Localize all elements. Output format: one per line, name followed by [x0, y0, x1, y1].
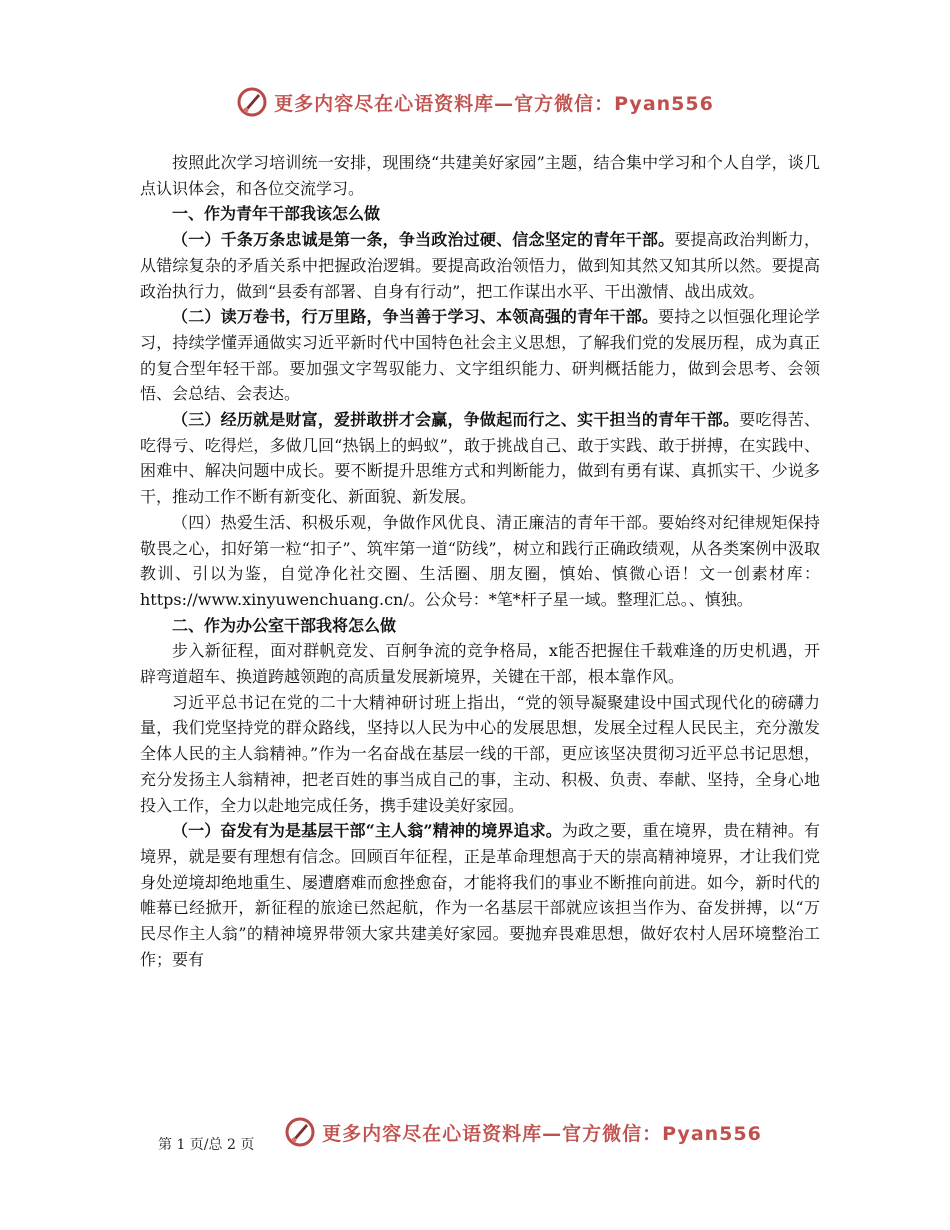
page-number: 第 1 页/总 2 页	[158, 1137, 255, 1153]
brush-logo-icon	[236, 86, 268, 118]
paragraph-1-3-lead: （三）经历就是财富，爱拼敢拼才会赢，争做起而行之、实干担当的青年干部。	[172, 410, 740, 430]
paragraph-1-3	[140, 407, 820, 510]
paragraph-1-1	[140, 227, 820, 304]
paragraph-1-2-text: 要持之以恒强化理论学习，持续学懂弄通做实习近平新时代中国特色社会主义思想，了解我们党的发展历程，成为真正的复合型年轻干部。要加强文字驾驭能力、文字组织能力、研判概括能力，做到会思考、会领悟、会总结、会表达。	[140, 307, 820, 404]
paragraph-2-quote: 习近平总书记在党的二十大精神研讨班上指出，“党的领导凝聚建设中国式现代化的磅礴力量，我们党坚持党的群众路线，坚持以人民为中心的发展思想，发展全过程人民民主，充分激发全体人民的主人翁精神。”作为一名奋战在基层一线的干部，更应该坚决贯彻习近平总书记思想，充分发扬主人翁精神，把老百姓的事当成自己的事，主动、积极、负责、奉献、坚持，全身心地投入工作，全力以赴地完成任务，携手建设美好家园。	[140, 692, 820, 815]
paragraph-1-2	[140, 304, 820, 407]
paragraph-2-1-text: 为政之要，重在境界，贵在精神。有境界，就是要有理想有信念。回顾百年征程，正是革命理想高于天的崇高精神境界，才让我们党身处逆境却绝地重生、屡遭磨难而愈挫愈奋，才能将我们的事业不断推向前进。如今，新时代的帷幕已经掀开，新征程的旅途已然起航，作为一名基层干部就应该担当作为、奋发拼搏，以“万民尽作主人翁”的精神境界带领大家共建美好家园。要抛弃畏难思想，做好农村人居环境整治工作；要有	[140, 821, 820, 969]
paragraph-1-3-text: 要吃得苦、吃得亏、吃得烂，多做几回“热锅上的蚂蚁”，敢于挑战自己、敢于实践、敢于拼搏，在实践中、困难中、解决问题中成长。要不断提升思维方式和判断能力，做到有勇有谋、真抓实干、少说多干，推动工作不断有新变化、新面貌、新发展。	[140, 410, 820, 507]
section-heading-1: 一、作为青年干部我该怎么做	[172, 204, 381, 224]
section-heading-2: 二、作为办公室干部我将怎么做	[172, 615, 397, 635]
paragraph-1-1-text: 要提高政治判断力，从错综复杂的矛盾关系中把握政治逻辑。要提高政治领悟力，做到知其然又知其所以然。要提高政治执行力，做到“县委有部署、自身有行动”，把工作谋出水平、干出激情、战出成效。	[140, 230, 820, 301]
paragraph-1-4: （四）热爱生活、积极乐观，争做作风优良、清正廉洁的青年干部。要始终对纪律规矩保持敬畏之心，扣好第一粒“扣子”、筑牢第一道“防线”，树立和践行正确政绩观，从各类案例中汲取教训、引以为鉴，自觉净化社交圈、生活圈、朋友圈，慎始、慎微心语！文一创素材库：https://www.xinyuwenchuang.cn/。公众号：*笔*杆子星一域。整理汇总。、慎独。	[140, 512, 820, 609]
paragraph-1-2-lead: （二）读万卷书，行万里路，争当善于学习、本领高强的青年干部。	[172, 307, 659, 327]
paragraph-2-intro: 步入新征程，面对群帆竞发、百舸争流的竞争格局，x能否把握住千载难逢的历史机遇，开辟弯道超车、换道跨越领跑的高质量发展新境界，关键在干部，根本靠作风。	[140, 641, 820, 687]
paragraph-1-1-lead: （一）千条万条忠诚是第一条，争当政治过硬、信念坚定的青年干部。	[172, 230, 675, 250]
header-banner	[0, 86, 950, 122]
brush-logo-icon	[284, 1116, 316, 1148]
paragraph-2-1-lead: （一）奋发有为是基层干部“主人翁”精神的境界追求。	[172, 821, 562, 841]
paragraph-2-1	[140, 818, 820, 972]
document-body	[140, 150, 820, 973]
header-banner-text: 更多内容尽在心语资料库—官方微信：Pyan556	[274, 92, 714, 115]
footer-banner-text: 更多内容尽在心语资料库—官方微信：Pyan556	[322, 1122, 762, 1145]
paragraph-intro: 按照此次学习培训统一安排，现围绕“共建美好家园”主题，结合集中学习和个人自学，谈几点认识体会，和各位交流学习。	[140, 153, 820, 198]
